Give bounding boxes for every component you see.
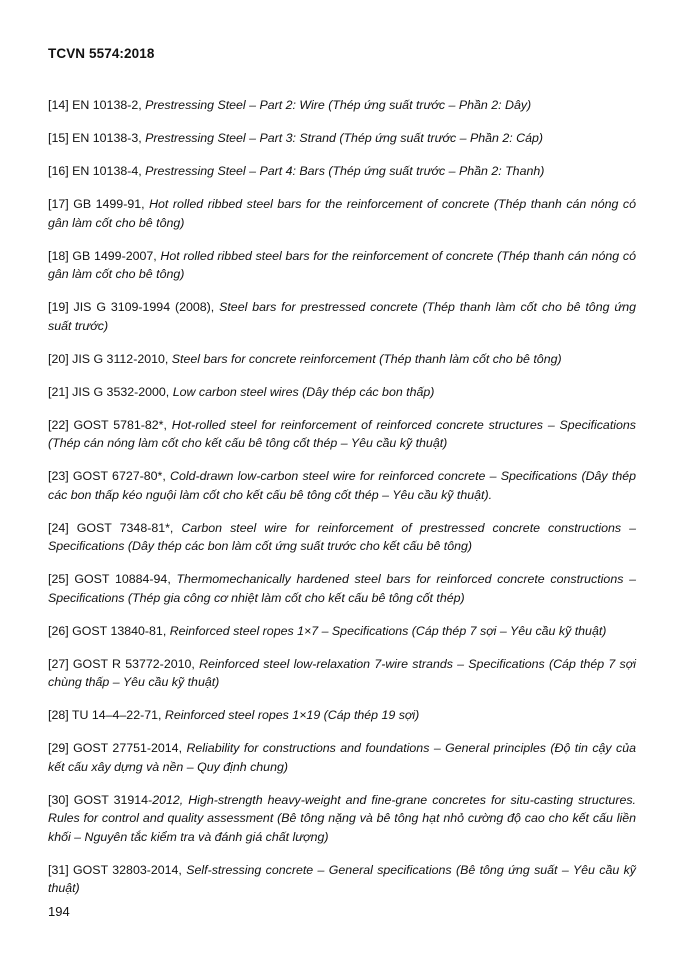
reference-entry [48,129,636,148]
reference-code: GOST 10884-94, [74,572,177,586]
reference-entry [48,416,636,453]
reference-code: GB 1499-91, [73,197,150,211]
reference-code: TU 14–4–22-71, [71,708,165,722]
reference-entry [48,467,636,504]
reference-title: Prestressing Steel – Part 4: Bars (Thép ứng suất trước – Phần 2: Thanh) [145,164,545,178]
reference-entry [48,622,636,641]
reference-entry [48,350,636,369]
reference-code: GOST 32803-2014, [73,862,187,877]
reference-number: [24] [48,520,69,535]
reference-number: [16] [48,164,69,178]
reference-number: [25] [48,572,69,586]
reference-entry [48,655,636,692]
reference-number: [30] [48,792,69,807]
reference-number: [27] [48,656,69,671]
reference-number: [21] [48,384,69,399]
reference-title: Steel bars for concrete reinforcement (Thép thanh làm cốt cho bê tông) [171,351,562,366]
reference-title: Self-stressing concrete – General specifications (Bê tông ứng suất – Yêu cầu kỹ thuật) [48,862,637,895]
reference-code: GB 1499-2007, [72,248,161,263]
reference-number: [31] [48,862,69,877]
reference-code: EN 10138-3, [72,131,146,145]
reference-entry [48,298,636,335]
reference-entry [48,519,636,556]
document-header: TCVN 5574:2018 [48,46,155,61]
reference-code: JIS G 3112-2010, [72,351,172,366]
reference-number: [14] [48,98,69,112]
reference-title: Steel bars for prestressed concrete (Thép thanh làm cốt cho bê tông ứng suất trước) [48,300,636,333]
reference-title: Prestressing Steel – Part 2: Wire (Thép ứng suất trước – Phần 2: Dây) [145,98,532,112]
reference-number: [29] [48,741,69,755]
reference-list [48,96,636,912]
reference-title: Carbon steel wire for reinforcement of prestressed concrete constructions – Specifications (Dây thép các bon làm cốt ứng suất trước cho kết cấu bê tông) [48,520,636,553]
reference-code: GOST 27751-2014, [73,741,187,755]
reference-number: [28] [48,708,69,722]
reference-entry [48,162,636,181]
reference-code: GOST 31914- [73,792,153,807]
reference-title: Reinforced steel ropes 1×19 (Cáp thép 19 sợi) [164,708,420,722]
reference-number: [26] [48,623,69,638]
reference-number: [18] [48,248,69,263]
reference-code: GOST R 53772-2010, [72,656,200,671]
reference-number: [22] [48,417,69,432]
reference-code: GOST 6727-80*, [72,469,171,483]
reference-title: Low carbon steel wires (Dây thép các bon thấp) [172,384,435,399]
reference-entry [48,96,636,115]
reference-entry [48,706,636,725]
reference-code: GOST 7348-81*, [76,520,182,535]
reference-number: [20] [48,351,69,366]
reference-number: [15] [48,131,69,145]
reference-title: Reliability for constructions and foundations – General principles (Độ tin cậy của kết cấu xây dựng và nền – Quy định chung) [48,741,637,774]
reference-code: JIS G 3532-2000, [72,384,173,399]
reference-entry [48,383,636,402]
reference-code: EN 10138-2, [72,98,146,112]
reference-entry [48,739,636,776]
reference-code: GOST 13840-81, [72,623,170,638]
reference-title: Reinforced steel low-relaxation 7-wire strands – Specifications (Cáp thép 7 sợi chùng thấp – Yêu cầu kỹ thuật) [48,656,636,689]
reference-number: [23] [48,469,69,483]
reference-title: 2012, High-strength heavy-weight and fine-grane concretes for situ-casting structures. Rules for control and quality assessment (Bê tông nặng và bê tông hạt nhỏ cường độ cao cho kết cấu liền khối – Nguyên tắc kiểm tra và đánh giá chất lượng) [48,792,636,844]
reference-entry [48,247,636,284]
reference-title: Hot rolled ribbed steel bars for the reinforcement of concrete (Thép thanh cán nóng có gân làm cốt cho bê tông) [48,248,636,281]
reference-title: Hot rolled ribbed steel bars for the reinforcement of concrete (Thép thanh cán nóng có gân làm cốt cho bê tông) [48,197,636,230]
reference-entry [48,861,636,898]
reference-title: Thermomechanically hardened steel bars for reinforced concrete constructions – Specifications (Thép gia công cơ nhiệt làm cốt cho kết cấu bê tông cốt thép) [48,572,636,605]
reference-code: GOST 5781-82*, [73,417,172,432]
reference-entry [48,570,636,607]
reference-number: [17] [48,197,69,211]
page-number: 194 [48,904,70,919]
reference-code: EN 10138-4, [72,164,146,178]
reference-entry [48,791,636,847]
reference-number: [19] [48,300,69,314]
reference-title: Prestressing Steel – Part 3: Strand (Thép ứng suất trước – Phần 2: Cáp) [145,131,544,145]
reference-title: Cold-drawn low-carbon steel wire for reinforced concrete – Specifications (Dây thép các bon thấp kéo nguội làm cốt cho kết cấu bê tông cốt thép – Yêu cầu kỹ thuật). [48,469,636,502]
reference-title: Reinforced steel ropes 1×7 – Specifications (Cáp thép 7 sợi – Yêu cầu kỹ thuật) [169,623,607,638]
reference-title: Hot-rolled steel for reinforcement of reinforced concrete structures – Specifications (Thép cán nóng làm cốt cho kết cấu bê tông cốt thép – Yêu cầu kỹ thuật) [48,417,636,450]
reference-code: JIS G 3109-1994 (2008), [73,300,220,314]
reference-entry [48,195,636,232]
